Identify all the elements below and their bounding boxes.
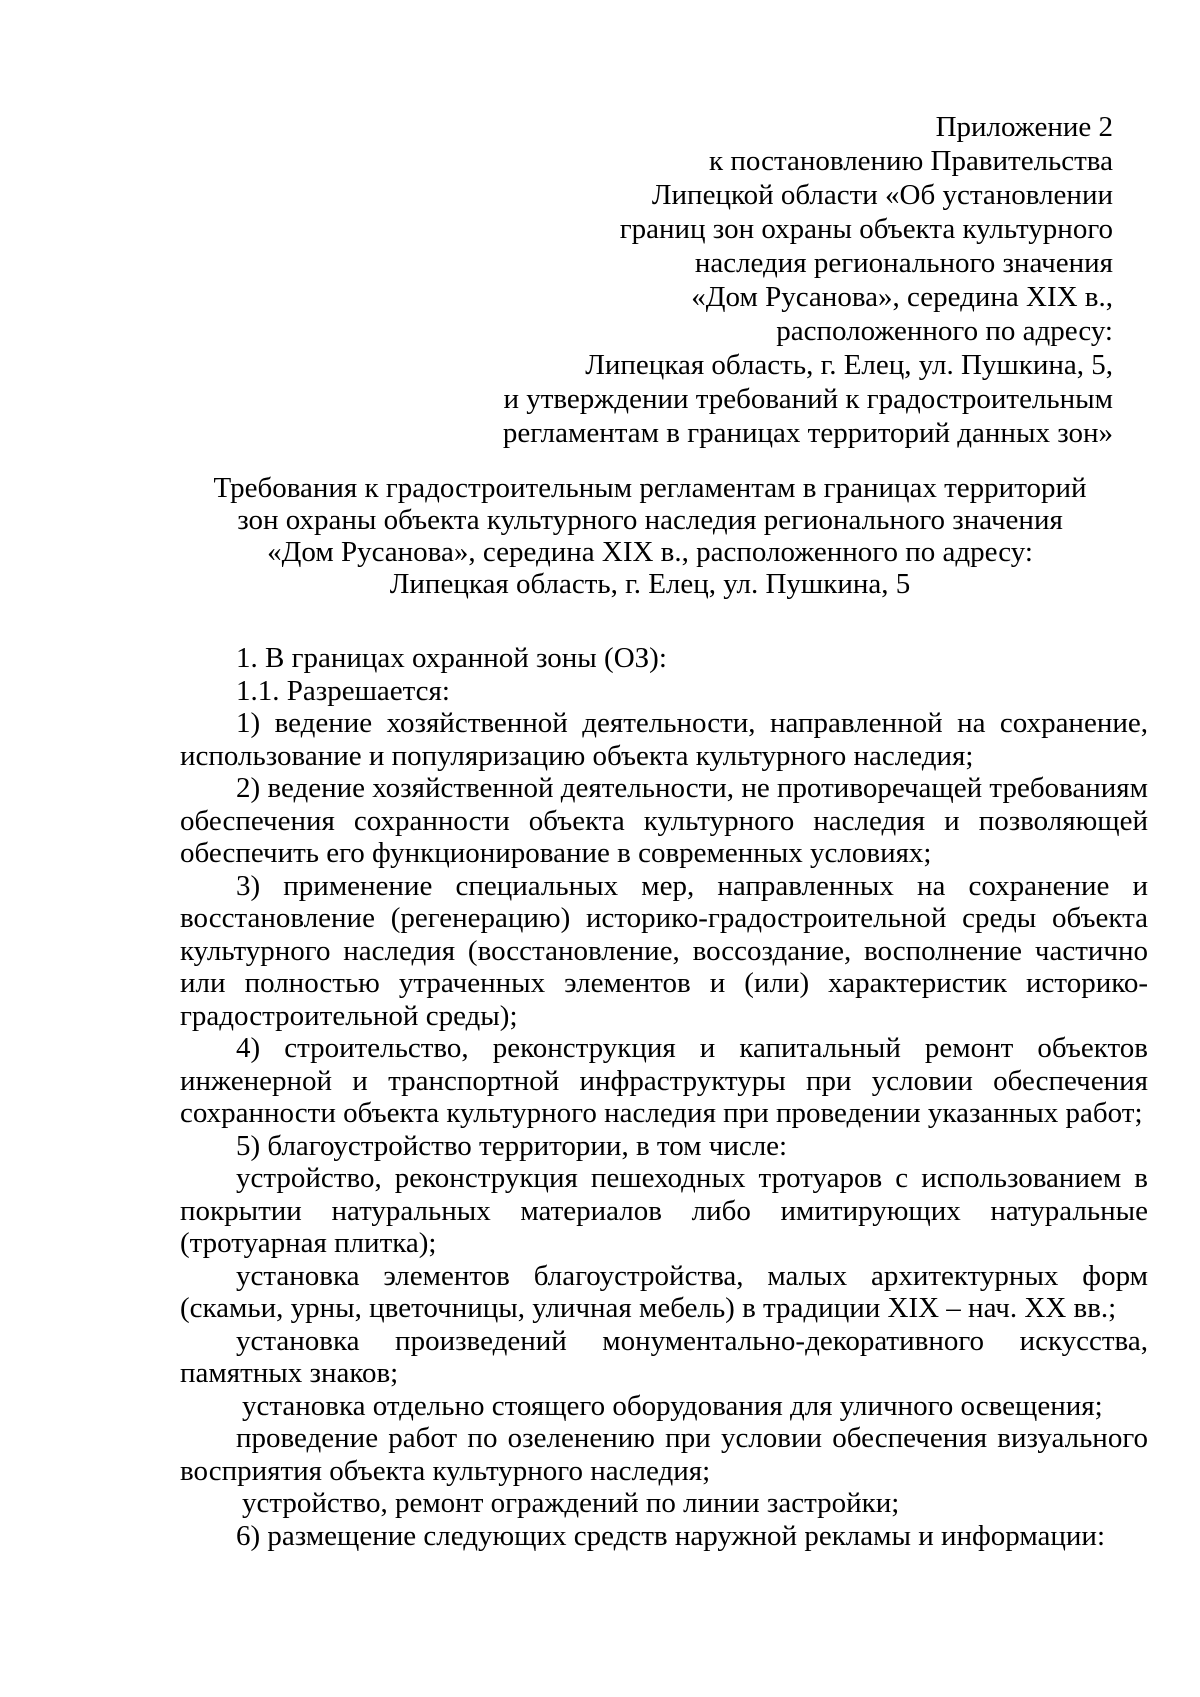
- sub-list-item: установка элементов благоустройства, малых архитектурных форм (скамьи, урны, цветочницы, уличная мебель) в традиции XIX – нач. XX вв.;: [180, 1259, 1148, 1324]
- appendix-line: границ зон охраны объекта культурного: [619, 213, 1113, 245]
- title-line: зон охраны объекта культурного наследия регионального значения: [237, 504, 1063, 536]
- subsection-heading: 1.1. Разрешается:: [236, 674, 450, 707]
- appendix-line: к постановлению Правительства: [709, 145, 1113, 177]
- list-item: 2) ведение хозяйственной деятельности, не противоречащей требованиям обеспечения сохранности объекта культурного наследия и позволяющей обеспечить его функционирование в современных условиях;: [180, 772, 1148, 869]
- list-item: 4) строительство, реконструкция и капитальный ремонт объектов инженерной и транспортной инфраструктуры при условии обеспечения сохранности объекта культурного наследия при проведении указанных работ;: [180, 1032, 1148, 1129]
- list-item: 1) ведение хозяйственной деятельности, направленной на сохранение, использование и популяризацию объекта культурного наследия;: [180, 707, 1148, 772]
- sub-list-item: устройство, ремонт ограждений по линии застройки;: [242, 1487, 900, 1519]
- appendix-line: Приложение 2: [935, 111, 1113, 143]
- sub-list-item: установка произведений монументально-декоративного искусства, памятных знаков;: [180, 1324, 1148, 1389]
- appendix-line: регламентам в границах территорий данных зон»: [502, 417, 1113, 449]
- appendix-header: [393, 110, 1113, 450]
- appendix-line: наследия регионального значения: [694, 247, 1113, 279]
- appendix-line: «Дом Русанова», середина XIX в.,: [691, 281, 1113, 313]
- title-line: Требования к градостроительным регламентам в границах территорий: [213, 472, 1087, 504]
- sub-list-item: устройство, реконструкция пешеходных тротуаров с использованием в покрытии натуральных материалов либо имитирующих натуральные (тротуарная плитка);: [180, 1162, 1148, 1259]
- list-item: 5) благоустройство территории, в том числе:: [236, 1129, 788, 1162]
- sub-list-item: проведение работ по озеленению при условии обеспечения визуального восприятия объекта культурного наследия;: [180, 1422, 1148, 1487]
- sub-list-item: установка отдельно стоящего оборудования для уличного освещения;: [242, 1389, 1103, 1422]
- document-title: [150, 472, 1150, 600]
- appendix-line: расположенного по адресу:: [776, 315, 1113, 347]
- list-item: 6) размещение следующих средств наружной рекламы и информации:: [236, 1519, 1106, 1552]
- appendix-line: Липецкой области «Об установлении: [651, 179, 1113, 211]
- document-body: [180, 642, 1148, 1552]
- section-heading: 1. В границах охранной зоны (ОЗ):: [236, 642, 667, 674]
- title-line: Липецкая область, г. Елец, ул. Пушкина, 5: [389, 568, 911, 600]
- appendix-line: и утверждении требований к градостроительным: [503, 383, 1113, 415]
- appendix-line: Липецкая область, г. Елец, ул. Пушкина, 5,: [585, 349, 1113, 381]
- title-line: «Дом Русанова», середина XIX в., расположенного по адресу:: [267, 536, 1033, 568]
- list-item: 3) применение специальных мер, направленных на сохранение и восстановление (регенерацию) историко-градостроительной среды объекта культурного наследия (восстановление, воссоздание, восполнение частично или полностью утраченных элементов и (или) характеристик историко-градостроительной среды);: [180, 869, 1148, 1032]
